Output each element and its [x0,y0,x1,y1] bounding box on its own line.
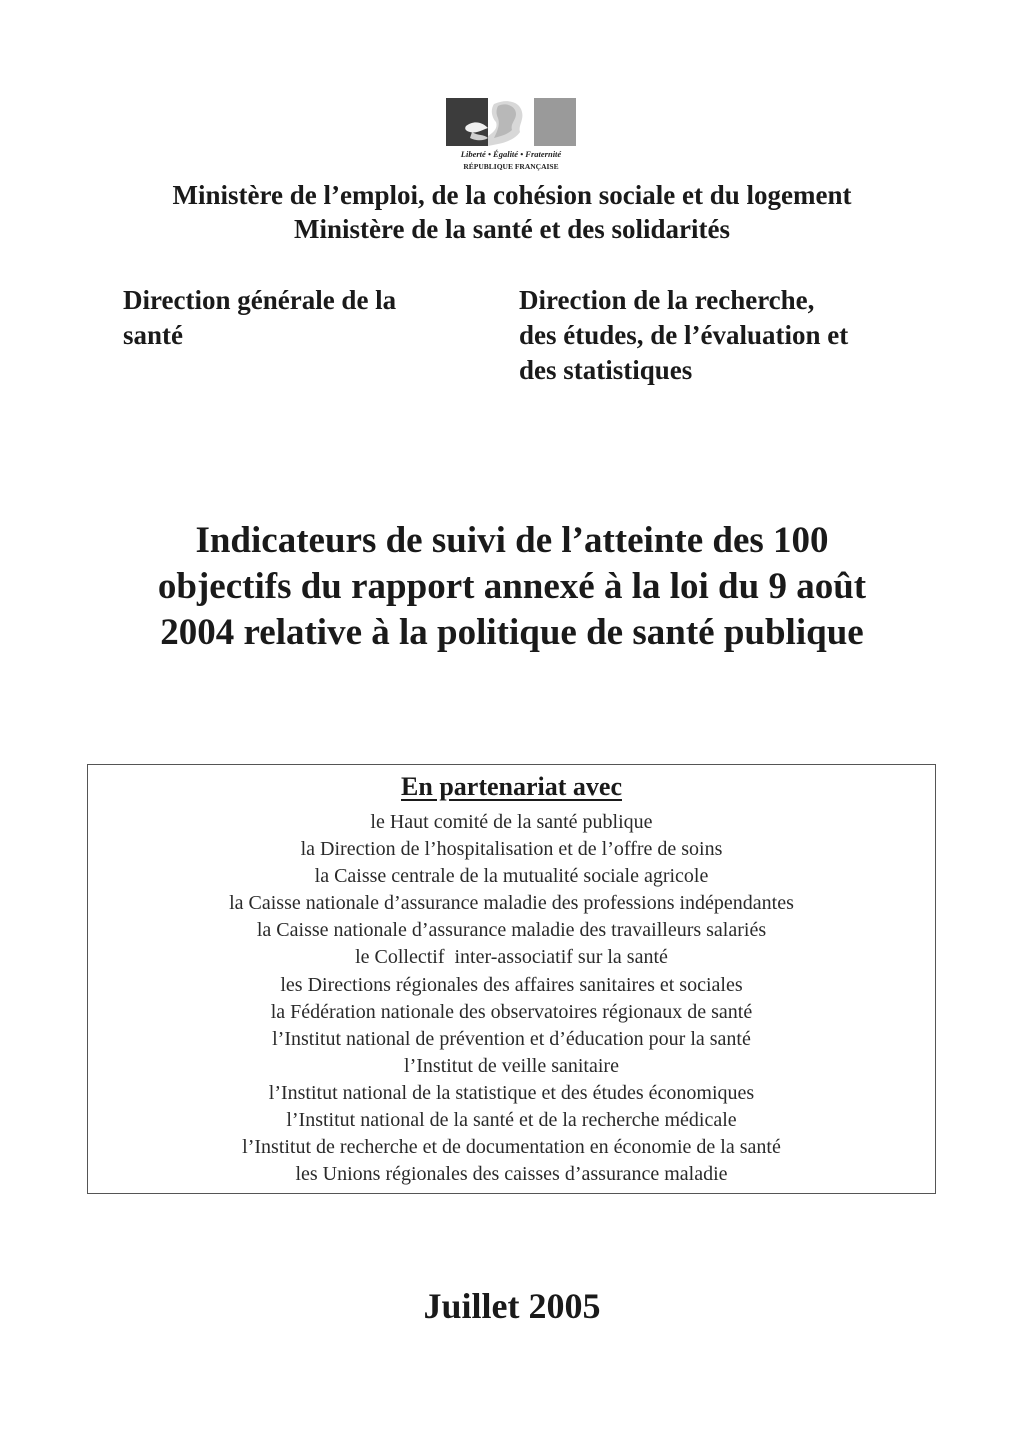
partner-item: la Caisse nationale d’assurance maladie des professions indépendantes [229,892,794,915]
title-line: objectifs du rapport annexé à la loi du 9 août [157,566,867,607]
title-line: 2004 relative à la politique de santé publique [160,612,864,653]
partners-box [87,764,936,1194]
ministry-health: Ministère de la santé et des solidarités [294,214,730,244]
direction-right-line: des études, de l’évaluation et [519,320,849,350]
partner-item: l’Institut de recherche et de documentation en économie de la santé [242,1136,781,1159]
direction-right-line: Direction de la recherche, [519,285,815,315]
publication-date: Juillet 2005 [423,1286,601,1326]
direction-drees [519,283,939,388]
partner-item: la Caisse centrale de la mutualité sociale agricole [314,865,709,888]
partner-item: la Caisse nationale d’assurance maladie des travailleurs salariés [256,919,767,942]
document-title [0,518,1024,656]
title-line: Indicateurs de suivi de l’atteinte des 100 [195,520,829,561]
partner-item: les Unions régionales des caisses d’assurance maladie [295,1163,728,1186]
partner-item: l’Institut national de la santé et de la recherche médicale [286,1109,737,1132]
partners-list [88,809,935,1188]
partner-item: la Fédération nationale des observatoires régionaux de santé [270,1000,753,1023]
partner-item: le Haut comité de la santé publique [370,811,653,833]
partner-item: la Direction de l’hospitalisation et de l’offre de soins [300,838,723,861]
partner-item: les Directions régionales des affaires sanitaires et sociales [280,973,743,996]
direction-right-line: des statistiques [519,355,693,385]
partner-item: le Collectif inter-associatif sur la santé [355,946,668,969]
ministries-header [0,178,1024,246]
ministry-employment: Ministère de l’emploi, de la cohésion sociale et du logement [172,180,852,210]
partner-item: l’Institut national de prévention et d’éducation pour la santé [272,1027,751,1050]
direction-left-line: Direction générale de la [123,285,397,315]
republique-francaise-logo [446,98,578,178]
logo-motto: Liberté • Égalité • Fraternité [460,149,562,159]
direction-left-line: santé [123,320,183,350]
partner-item: l’Institut national de la statistique et des études économiques [268,1081,755,1104]
partners-heading: En partenariat avec [401,772,622,801]
logo-country: RÉPUBLIQUE FRANÇAISE [463,162,559,171]
direction-generale-sante [123,283,463,353]
partner-item: l’Institut de veille sanitaire [404,1054,619,1077]
